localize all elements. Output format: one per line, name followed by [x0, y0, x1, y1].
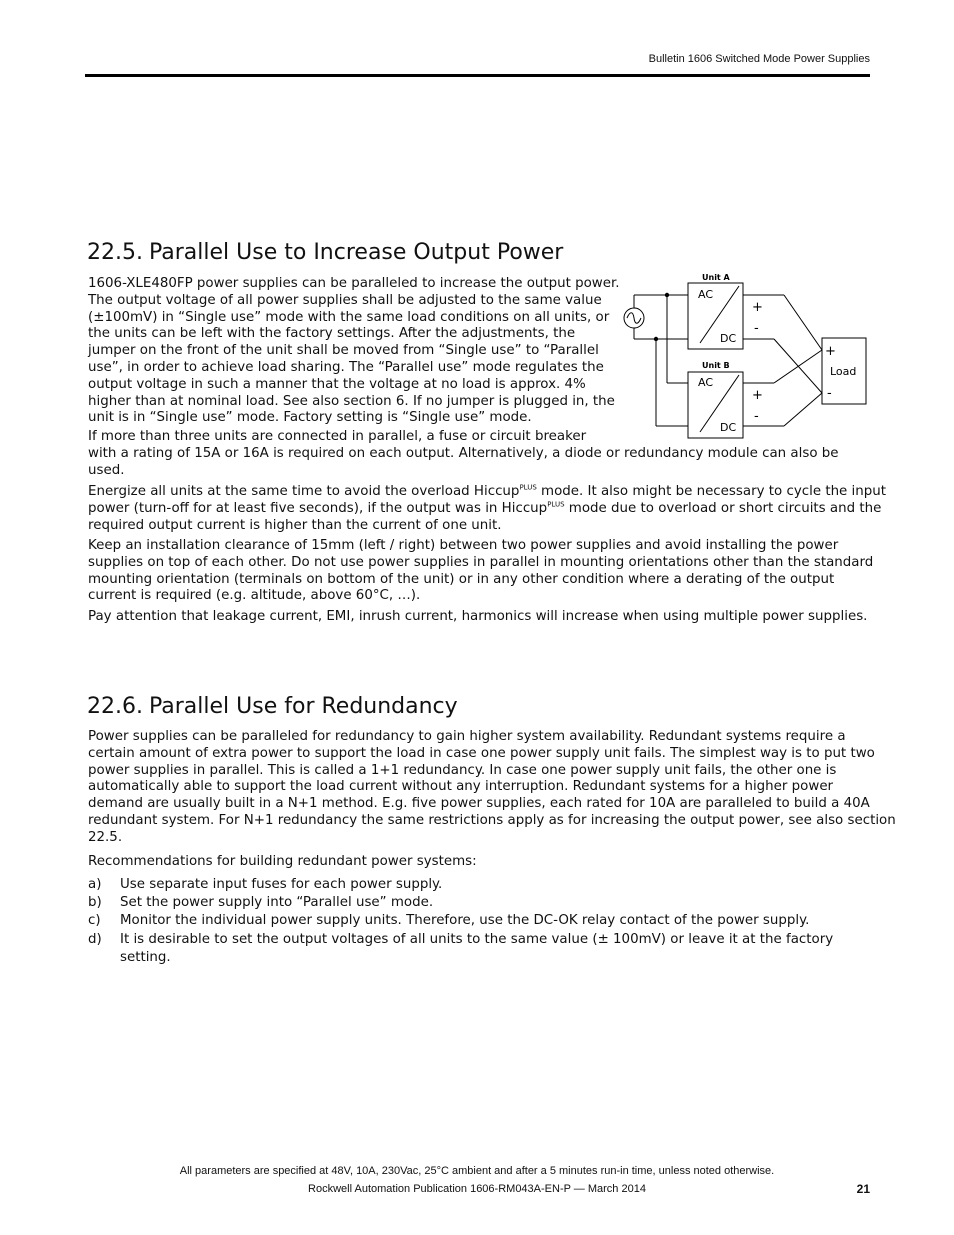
text-line: Energize all units at the same time to avoid the overload Hiccup	[88, 484, 520, 499]
text-line: mounting orientation (terminals on bottom of the unit) or in any other condition where a derating of the output	[88, 571, 835, 587]
paragraph-leakage: Pay attention that leakage current, EMI, inrush current, harmonics will increase when using multiple power supplies.	[88, 609, 868, 624]
load-minus-label: -	[827, 386, 832, 401]
recommendation-list	[88, 876, 878, 967]
text-line: demand are usually built in a N+1 method. E.g. five power supplies, each rated for 10A are paralleled to build a 40A	[88, 796, 870, 812]
list-marker: d)	[88, 931, 102, 947]
section-number: 22.6.	[87, 694, 143, 719]
unit-a-dc-label: DC	[720, 332, 737, 345]
text-line: power (turn-off for at least five seconds), if the output was in Hiccup	[88, 500, 548, 516]
paragraph-parallel-intro	[88, 276, 620, 427]
text-line: use”, in order to achieve load sharing. The “Parallel use” mode regulates the	[88, 359, 604, 375]
superscript: PLUS	[519, 483, 537, 492]
text-line: mode. It also might be necessary to cycle the input	[536, 484, 886, 499]
list-item	[88, 876, 878, 894]
text-line: output voltage in such a manner that the voltage at no load is approx. 4%	[88, 376, 586, 392]
load-label: Load	[830, 365, 857, 378]
unit-b-ac-label: AC	[698, 376, 714, 389]
running-header: Bulletin 1606 Switched Mode Power Supplies	[648, 53, 870, 65]
section-title: Parallel Use for Redundancy	[149, 694, 458, 719]
text-line: redundant system. For N+1 redundancy the same restrictions apply as for increasing the output power, see also section	[88, 812, 896, 828]
section-title: Parallel Use to Increase Output Power	[149, 240, 564, 265]
list-text: It is desirable to set the output voltages of all units to the same value (± 100mV) or leave it at the factory setting.	[120, 931, 834, 965]
text-line: the units can be left with the factory settings. After the adjustments, the	[88, 326, 576, 342]
load-plus-label: +	[825, 344, 836, 359]
paragraph-recommendations: Recommendations for building redundant power systems:	[88, 854, 477, 869]
section-heading-22-6	[87, 694, 458, 719]
page-number: 21	[856, 1182, 870, 1196]
text-line: unit is in “Single use” mode. Factory setting is “Single use” mode.	[88, 410, 532, 426]
parallel-wiring-diagram	[614, 268, 874, 448]
text-line: jumper on the front of the unit shall be moved from “Single use” to “Parallel	[88, 343, 599, 359]
list-marker: b)	[88, 895, 102, 911]
text-line: Keep an installation clearance of 15mm (left / right) between two power supplies and avoid installing the power	[88, 538, 839, 553]
list-text: Use separate input fuses for each power supply.	[120, 877, 443, 892]
junction-dot	[665, 293, 669, 297]
unit-a-plus-label: +	[752, 300, 763, 315]
text-line: Power supplies can be paralleled for redundancy to gain higher system availability. Redundant systems require a	[88, 729, 846, 744]
footer-note: All parameters are specified at 48V, 10A, 230Vac, 25°C ambient and after a 5 minutes run-in time, unless noted otherwise.	[179, 1165, 775, 1177]
text-line: 22.5.	[88, 829, 123, 845]
paragraph-hiccup	[88, 484, 886, 534]
unit-a-ac-label: AC	[698, 288, 714, 301]
superscript: PLUS	[547, 500, 565, 509]
section-heading-22-5	[87, 240, 563, 265]
unit-b-plus-label: +	[752, 388, 763, 403]
section-number: 22.5.	[87, 240, 143, 265]
unit-a-minus-label: -	[754, 321, 759, 336]
footer-publication: Rockwell Automation Publication 1606-RM043A-EN-P — March 2014	[308, 1183, 646, 1195]
text-line: supplies on top of each other. Do not use power supplies in parallel in mounting orientations other than the standard	[88, 554, 874, 570]
list-text: Set the power supply into “Parallel use” mode.	[120, 895, 434, 911]
text-line: current is required (e.g. altitude, above 60°C, …).	[88, 588, 421, 604]
sine-wave-icon	[627, 313, 641, 324]
junction-dot	[654, 337, 658, 341]
unit-b-minus-label: -	[754, 409, 759, 424]
unit-b-dc-label: DC	[720, 421, 737, 434]
unit-a-label: Unit A	[702, 273, 730, 282]
text-line: certain amount of extra power to support the load in case one power supply unit fails. The simplest way is to put two	[88, 745, 875, 761]
text-line: required output current is higher than the current of one unit.	[88, 517, 502, 533]
list-item	[88, 912, 878, 930]
text-line: The output voltage of all power supplies shall be adjusted to the same value	[88, 292, 602, 308]
list-marker: a)	[88, 877, 102, 892]
list-item	[88, 931, 878, 967]
header-rule	[85, 74, 870, 77]
text-line: 1606-XLE480FP power supplies can be paralleled to increase the output power.	[88, 276, 620, 291]
list-marker: c)	[88, 913, 101, 929]
text-line: power supplies in parallel. This is called a 1+1 redundancy. In case one power supply unit fails, the other one is	[88, 762, 837, 778]
text-line: If more than three units are connected in parallel, a fuse or circuit breaker	[88, 429, 587, 444]
text-line: used.	[88, 462, 125, 478]
text-line: (±100mV) in “Single use” mode with the same load conditions on all units, or	[88, 309, 610, 325]
text-line: with a rating of 15A or 16A is required on each output. Alternatively, a diode or redundancy module can also be	[88, 445, 839, 461]
text-line: higher than at nominal load. See also section 6. If no jumper is plugged in, the	[88, 393, 615, 409]
text-line: automatically able to support the load current without any interruption. Redundant systems for a higher power	[88, 779, 834, 795]
unit-b-label: Unit B	[702, 361, 730, 370]
list-item	[88, 894, 878, 912]
text-line: mode due to overload or short circuits and the	[564, 500, 882, 516]
paragraph-clearance	[88, 538, 873, 605]
list-text: Monitor the individual power supply units. Therefore, use the DC-OK relay contact of the power supply.	[120, 913, 810, 929]
paragraph-redundancy	[88, 729, 896, 847]
